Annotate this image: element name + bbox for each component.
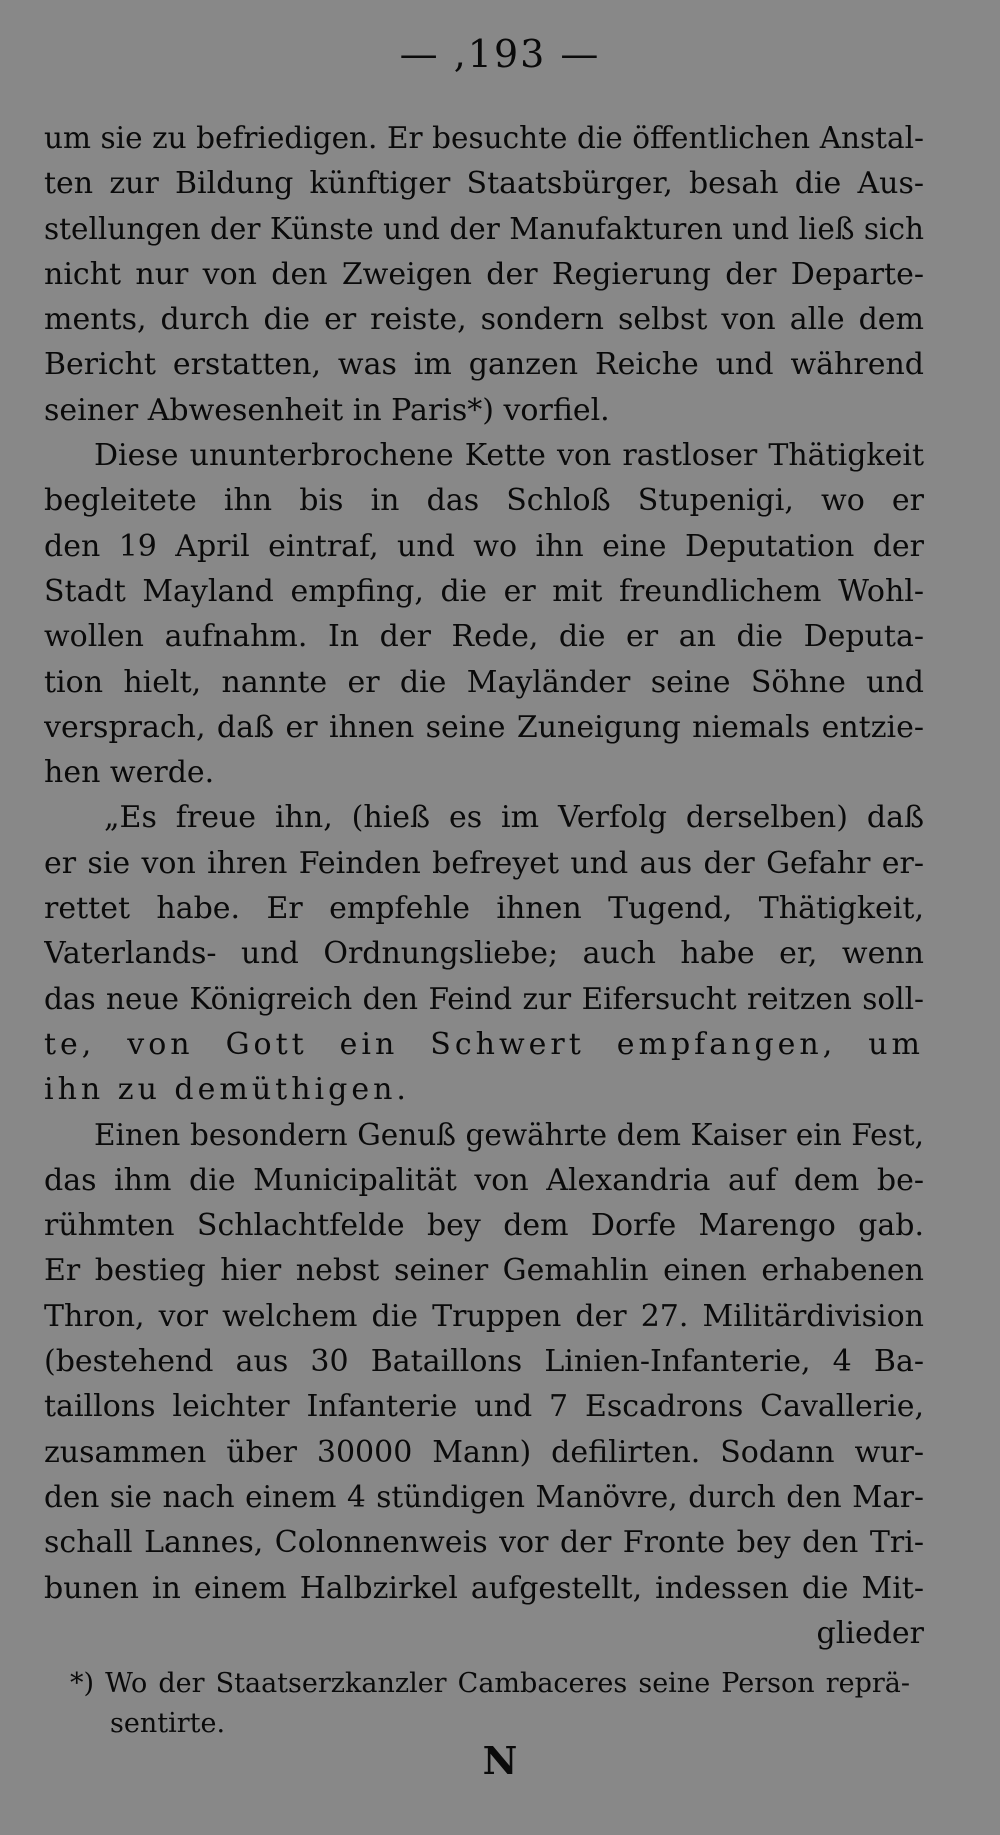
- text-line: hen werde.: [44, 755, 215, 791]
- text-line: te, von Gott ein Schwert empfangen, um: [44, 1026, 924, 1062]
- footnote-line: *) Wo der Staatserzkanzler Cambaceres seine Person reprä-: [70, 1668, 910, 1699]
- text-line: das ihm die Municipalität von Alexandria auf dem be-: [44, 1162, 924, 1198]
- text-line: taillons leichter Infanterie und 7 Escadrons Cavallerie,: [44, 1389, 924, 1425]
- text-line: Er bestieg hier nebst seiner Gemahlin einen erhabenen: [44, 1253, 924, 1289]
- page-number: — ,193 —: [399, 32, 601, 76]
- text-line: das neue Königreich den Feind zur Eifersucht reitzen soll-: [44, 981, 924, 1016]
- catchword: glieder: [816, 1615, 924, 1651]
- text-line: rühmten Schlachtfelde bey dem Dorfe Marengo gab.: [44, 1208, 924, 1244]
- text-line: wollen aufnahm. In der Rede, die er an die Deputa-: [44, 619, 924, 655]
- text-line: (bestehend aus 30 Bataillons Linien-Infanterie, 4 Ba-: [44, 1344, 924, 1380]
- text-line: um sie zu befriedigen. Er besuchte die öffentlichen Anstal-: [44, 121, 924, 155]
- text-line: versprach, daß er ihnen seine Zuneigung niemals entzie-: [44, 709, 924, 745]
- text-line: nicht nur von den Zweigen der Regierung der Departe-: [44, 256, 924, 292]
- text-line: bunen in einem Halbzirkel aufgestellt, indessen die Mit-: [44, 1570, 924, 1606]
- text-line: tion hielt, nannte er die Mayländer seine Söhne und: [44, 664, 924, 700]
- signature-mark: N: [482, 1738, 518, 1783]
- text-line: schall Lannes, Colonnenweis vor der Fronte bey den Tri-: [44, 1525, 924, 1561]
- text-line: den sie nach einem 4 stündigen Manövre, durch den Mar-: [44, 1479, 924, 1514]
- text-line: den 19 April eintraf, und wo ihn eine Deputation der: [44, 528, 924, 564]
- text-line: Vaterlands- und Ordnungsliebe; auch habe er, wenn: [44, 936, 924, 972]
- text-line: Diese ununterbrochene Kette von rastloser Thätigkeit: [94, 438, 924, 474]
- text-line: ihn zu demüthigen.: [44, 1072, 410, 1108]
- text-line: Stadt Mayland empfing, die er mit freundlichem Wohl-: [44, 573, 924, 609]
- text-line: er sie von ihren Feinden befreyet und aus der Gefahr er-: [44, 845, 924, 881]
- text-line: stellungen der Künste und der Manufakturen und ließ sich: [44, 211, 924, 246]
- text-line: seiner Abwesenheit in Paris*) vorfiel.: [44, 392, 610, 428]
- text-line: begleitete ihn bis in das Schloß Stupenigi, wo er: [44, 483, 924, 519]
- text-line: Thron, vor welchem die Truppen der 27. Militärdivision: [44, 1298, 924, 1334]
- text-line: „Es freue ihn, (hieß es im Verfolg derselben) daß: [104, 800, 924, 836]
- text-line: ten zur Bildung künftiger Staatsbürger, besah die Aus-: [44, 166, 924, 202]
- text-line: rettet habe. Er empfehle ihnen Tugend, Thätigkeit,: [44, 891, 924, 927]
- text-line: Bericht erstatten, was im ganzen Reiche und während: [44, 347, 924, 383]
- text-line: ments, durch die er reiste, sondern selbst von alle dem: [44, 302, 924, 338]
- text-line: zusammen über 30000 Mann) defilirten. Sodann wur-: [44, 1434, 924, 1470]
- footnote: [70, 1664, 910, 1744]
- footnote-line: sentirte.: [110, 1708, 226, 1739]
- text-line: Einen besondern Genuß gewährte dem Kaiser ein Fest,: [94, 1117, 924, 1152]
- main-text: [44, 116, 924, 1656]
